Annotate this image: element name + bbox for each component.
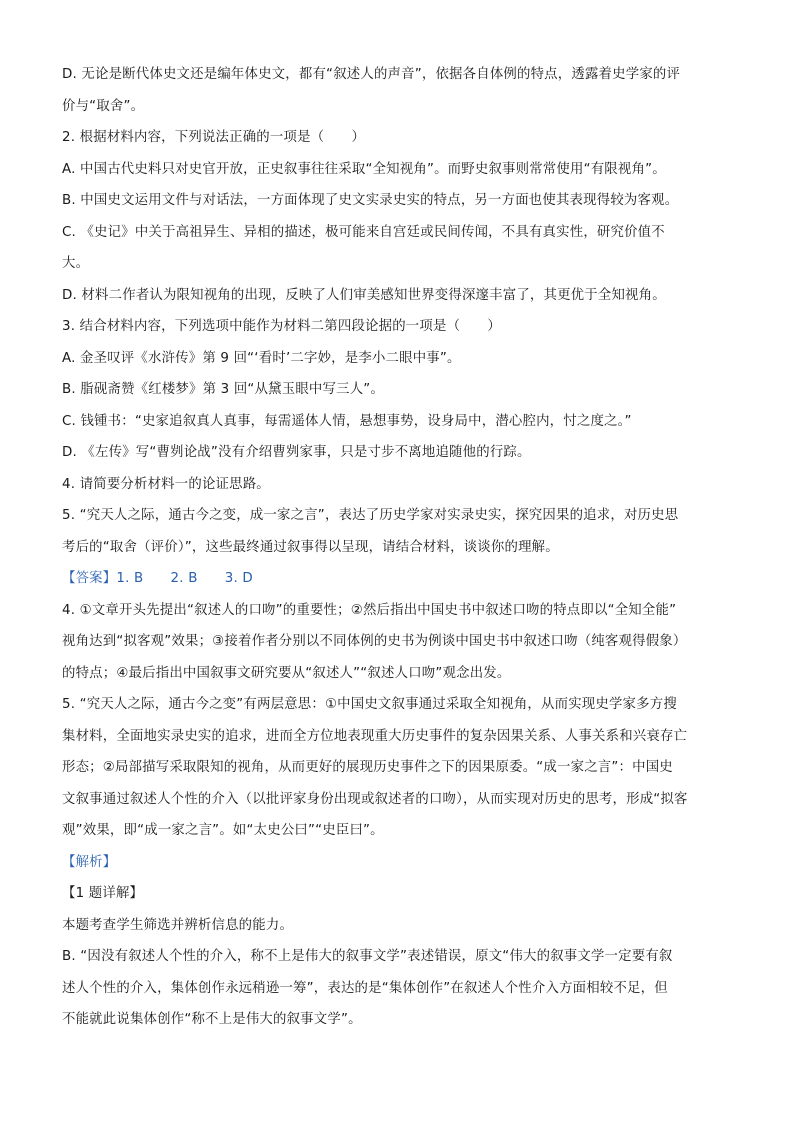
option-d: D. 《左传》写“曹刿论战”没有介绍曹刿家事，只是寸步不离地追随他的行踪。 (62, 445, 531, 460)
answer-heading: 【答案】1. B 2. B 3. D (62, 571, 253, 586)
text-line: 本题考查学生筛选并辨析信息的能力。 (62, 918, 294, 933)
option-c: C. 钱锺书：“史家追叙真人真事，每需遥体人情，悬想事势，设身局中，潜心腔内，忖之度之。” (62, 414, 632, 429)
text-line: 形态；②局部描写采取限知的视角，从而更好的展现历史事件之下的因果原委。“成一家之言”：中国史 (62, 760, 673, 775)
question-5: 5. “究天人之际，通古今之变，成一家之言”，表达了历史学家对实录史实，探究因果的追求，对历史思 (62, 508, 679, 523)
option-b: B. 中国史文运用文件与对话法，一方面体现了史文实录史实的特点，另一方面也使其表现得较为客观。 (62, 193, 679, 208)
text-line: 大。 (62, 256, 90, 271)
option-a: A. 中国古代史料只对史官开放，正史叙事往往采取“全知视角”。而野史叙事则常常使用“有限视角”。 (62, 162, 666, 177)
text-line: 集材料，全面地实录史实的追求，进而全方位地表现重大历史事件的复杂因果关系、人事关系和兴衰存亡 (62, 729, 688, 744)
text-line: 不能就此说集体创作“称不上是伟大的叙事文学”。 (62, 1012, 362, 1027)
text-line: 的特点；④最后指出中国叙事文研究要从“叙述人”“叙述人口吻”观念出发。 (62, 666, 511, 681)
text-line: 价与“取舍”。 (62, 99, 145, 114)
q1-detail-heading: 【1 题详解】 (62, 886, 144, 901)
question-2: 2. 根据材料内容，下列说法正确的一项是（ ） (62, 130, 366, 145)
text-line: 述人个性的介入，集体创作永远稍逊一筹”，表达的是“集体创作”在叙述人个性介入方面相较不足，但 (62, 981, 668, 996)
option-a: A. 金圣叹评《水浒传》第 9 回“‘看时’二字妙，是李小二眼中事”。 (62, 351, 461, 366)
text-line: D. 无论是断代体史文还是编年体史文，都有“叙述人的声音”，依据各自体例的特点，透露着史学家的评 (62, 67, 681, 82)
answer-4: 4. ①文章开头先提出“叙述人的口吻”的重要性；②然后指出中国史书中叙述口吻的特点即以“全知全能” (62, 603, 677, 618)
text-line: 观”效果，即“成一家之言”。如“太史公曰”“史臣曰”。 (62, 823, 384, 838)
answer-5: 5. “究天人之际，通古今之变”有两层意思：①中国史文叙事通过采取全知视角，从而实现史学家多方搜 (62, 697, 677, 712)
option-c: C. 《史记》中关于高祖异生、异相的描述，极可能来自宫廷或民间传闻，不具有真实性，研究价值不 (62, 225, 665, 240)
option-d: D. 材料二作者认为限知视角的出现，反映了人们审美感知世界变得深邃丰富了，其更优于全知视角。 (62, 288, 666, 303)
option-b: B. 脂砚斋赞《红楼梦》第 3 回“从黛玉眼中写三人”。 (62, 382, 385, 397)
analysis-heading: 【解析】 (62, 855, 117, 870)
question-4: 4. 请简要分析材料一的论证思路。 (62, 477, 270, 492)
text-line: 考后的“取舍（评价）”，这些最终通过叙事得以呈现，请结合材料，谈谈你的理解。 (62, 540, 559, 555)
text-line: B. “因没有叙述人个性的介入，称不上是伟大的叙事文学”表述错误，原文“伟大的叙事文学一定要有叙 (62, 949, 673, 964)
text-line: 视角达到“拟客观”效果；③接着作者分别以不同体例的史书为例谈中国史书中叙述口吻（纯客观得假象） (62, 634, 687, 649)
question-3: 3. 结合材料内容，下列选项中能作为材料二第四段论据的一项是（ ） (62, 319, 501, 334)
text-line: 文叙事通过叙述人个性的介入（以批评家身份出现或叙述者的口吻），从而实现对历史的思考，形成“拟客 (62, 792, 688, 807)
